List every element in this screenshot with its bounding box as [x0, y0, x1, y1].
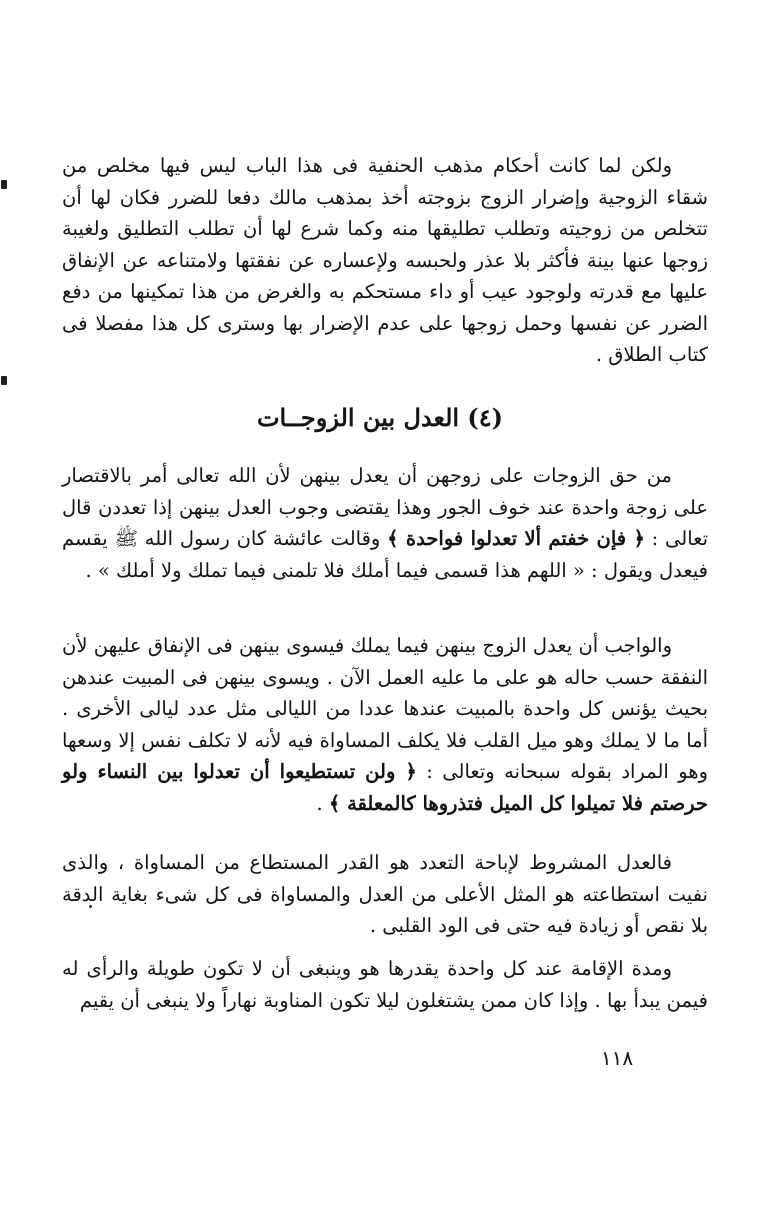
paragraph-4-text: فالعدل المشروط لإباحة التعدد هو القدر المستطاع من المساواة ، والذى نفيت استطاعته هو المثل الأعلى من العدل والمساواة فى كل شىء بغاية الدقة بلا نقص أو زيادة فيه حتى فى الود القلبى . — [62, 851, 708, 937]
paragraph-2-part-2: وقالت عائشة كان رسول الله ﷺ يقسم فيعدل ويقول : « اللهم هذا قسمى فيما أملك فلا تلمنى فيما تملك ولا أملك » . — [62, 527, 708, 582]
paragraph-5-text: ومدة الإقامة عند كل واحدة يقدرها هو وينبغى أن لا تكون طويلة والرأى له فيمن يبدأ بها . وإذا كان ممن يشتغلون ليلا تكون المناوبة نهاراً ولا ينبغى أن يقيم — [62, 957, 708, 1012]
paragraph-1 — [62, 150, 708, 371]
paragraph-3-part-1: والواجب أن يعدل الزوج بينهن فيما يملك فيسوى بينهن فى الإنفاق عليهن لأن النفقة حسب حاله هو على ما عليه العمل الآن . ويسوى بينهن فى المبيت عندهن بحيث يؤنس كل واحدة بالمبيت عندها عددا من الليالى مثل عدد ليالى الأخرى . أما ما لا يملك وهو ميل القلب فلا يكلف المساواة فيه لأنه لا تكلف نفس إلا وسعها وهو المراد بقوله سبحانه وتعالى : — [62, 634, 709, 783]
paragraph-5 — [62, 953, 708, 1016]
paragraph-2-part-1: من حق الزوجات على زوجهن أن يعدل بينهن لأن الله تعالى أمر بالاقتصار على زوجة واحدة عند خوف الجور وهذا يقتضى وجوب العدل بينهن إذا تعددن قال تعالى : — [62, 464, 709, 550]
quran-verse-1: ﴿ فإن خفتم ألا تعدلوا فواحدة ﴾ — [387, 527, 645, 550]
page-number: ١١٨ — [600, 1046, 634, 1070]
quran-verse-2: ﴿ ولن تستطيعوا أن تعدلوا بين النساء ولو حرصتم فلا تميلوا كل الميل فتذروها كالمعلقة ﴾ — [62, 760, 708, 815]
paragraph-3 — [62, 630, 708, 819]
paragraph-3-text — [62, 630, 708, 819]
scan-edge-mark — [1, 180, 7, 189]
section-heading: (٤) العدل بين الزوجــات — [256, 403, 504, 432]
paragraph-1-text: ولكن لما كانت أحكام مذهب الحنفية فى هذا الباب ليس فيها مخلص من شقاء الزوجية وإضرار الزوج بزوجته أخذ بمذهب مالك دفعا للضرر فكان لها أن تتخلص من زوجيته وتطلب تطليقها منه وكما شرع لها أن تطلب التطليق ولغيبة زوجها عنها بينة فأكثر بلا عذر ولحبسه ولإعساره عن نفقتها ولامتناعه عن الإنفاق عليها مع قدرته ولوجود عيب أو داء مستحكم به والغرض من هذا تمكينها من دفع الضرر عن نفسها وحمل زوجها على عدم الإضرار بها وسترى كل هذا مفصلا فى كتاب الطلاق . — [62, 154, 708, 366]
paragraph-4 — [62, 847, 708, 942]
paragraph-2 — [62, 460, 708, 586]
paragraph-2-text — [62, 460, 708, 586]
scan-edge-mark — [1, 376, 7, 385]
paragraph-3-part-2: . — [316, 791, 329, 815]
